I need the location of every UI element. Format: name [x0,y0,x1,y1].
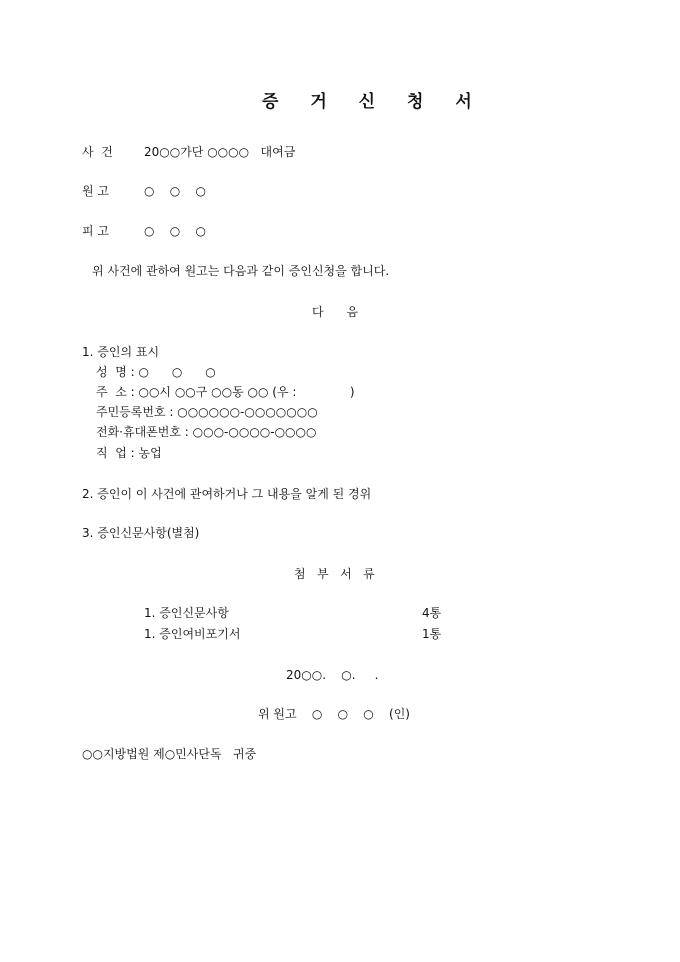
witness-phone: 전화·휴대폰번호 : ○○○-○○○○-○○○○ [96,425,317,439]
case-label: 사 건 [82,145,113,159]
witness-name: 성 명 : ○ ○ ○ [96,365,216,379]
attachment-item-count: 4통 [422,606,442,620]
plaintiff-label: 원 고 [82,184,109,198]
plaintiff-value: ○ ○ ○ [144,184,206,198]
defendant-value: ○ ○ ○ [144,224,206,238]
next-heading: 다 음 [312,305,359,319]
signature-line: 위 원고 ○ ○ ○ (인) [258,707,410,721]
case-value: 20○○가단 ○○○○ 대여금 [144,145,296,159]
attachment-item-count: 1통 [422,627,442,641]
attachment-item-label: 1. 증인여비포기서 [144,627,241,641]
section-2-heading: 2. 증인이 이 사건에 관여하거나 그 내용을 알게 된 경위 [82,487,372,501]
document-date: 20○○. ○. . [286,668,379,682]
witness-resident-id: 주민등록번호 : ○○○○○○-○○○○○○○ [96,405,318,419]
attachment-item-label: 1. 증인신문사항 [144,606,229,620]
attachments-heading: 첨 부 서 류 [294,567,375,581]
section-3-heading: 3. 증인신문사항(별첨) [82,526,200,540]
court-addressee: ○○지방법원 제○민사단독 귀중 [82,747,257,761]
section-1-heading: 1. 증인의 표시 [82,345,160,359]
witness-occupation: 직 업 : 농업 [96,446,162,460]
witness-address: 주 소 : ○○시 ○○구 ○○동 ○○ (우 : ) [96,385,355,399]
document-title: 증 거 신 청 서 [262,92,485,112]
intro-paragraph: 위 사건에 관하여 원고는 다음과 같이 증인신청을 합니다. [92,264,390,278]
defendant-label: 피 고 [82,224,109,238]
